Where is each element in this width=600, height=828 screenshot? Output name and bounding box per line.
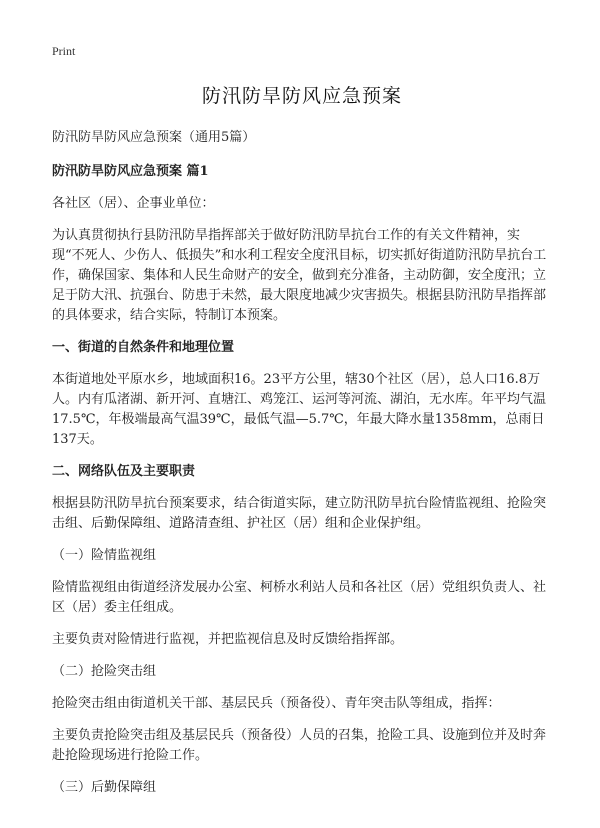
- intro-paragraph: 为认真贯彻执行县防汛防旱指挥部关于做好防汛防旱抗台工作的有关文件精神，实现“不死人、少伤人、低损失”和水利工程安全度汛目标，切实抓好街道防汛防旱抗台工作，确保国家、集体和人民生命财产的安全，做到充分准备，主动防御，安全度汛；立足于防大汛、抗强台、防患于未然，最大限度地减少灾害损失。根据县防汛防旱指挥部的具体要求，结合实际，特制订本预案。: [52, 228, 547, 323]
- salutation: 各社区（居）、企事业单位：: [52, 196, 215, 211]
- group-1-duty: 主要负责对险情进行监视，并把监视信息及时反馈给指挥部。: [52, 632, 404, 647]
- section-2-paragraph: 根据县防汛防旱抗台预案要求，结合街道实际，建立防汛防旱抗台险情监视组、抢险突击组、后勤保障组、道路清查组、护社区（居）组和企业保护组。: [52, 496, 547, 531]
- group-3-heading: （三）后勤保障组: [52, 780, 157, 795]
- print-link[interactable]: Print: [52, 44, 76, 58]
- document-title: 防汛防旱防风应急预案: [201, 85, 402, 107]
- group-1-heading: （一）险情监视组: [52, 548, 157, 563]
- section-2-heading: 二、网络队伍及主要职责: [52, 464, 196, 479]
- section-1-paragraph: 本街道地处平原水乡，地域面积16。23平方公里，辖30个社区（居），总人口16.8万人。内有瓜渚湖、新开河、直塘江、鸡笼江、运河等河流、湖泊，无水库。年平均气温17.5℃，年极端最高气温39℃，最低气温—5.7℃，年最大降水量1358mm，总雨日137天。: [52, 372, 547, 447]
- group-2-duty: 主要负责抢险突击组及基层民兵（预备役）人员的召集，抢险工具、设施到位并及时奔赴抢险现场进行抢险工作。: [52, 728, 547, 763]
- group-2-heading: （二）抢险突击组: [52, 664, 157, 679]
- section-1-heading: 一、街道的自然条件和地理位置: [52, 340, 235, 355]
- group-1-members: 险情监视组由街道经济发展办公室、柯桥水利站人员和各社区（居）党组织负责人、社区（居）委主任组成。: [52, 580, 547, 615]
- part-heading: 防汛防旱防风应急预案 篇1: [52, 164, 209, 179]
- document-subtitle: 防汛防旱防风应急预案（通用5篇）: [52, 130, 256, 145]
- group-2-members: 抢险突击组由街道机关干部、基层民兵（预备役）、青年突击队等组成，指挥：: [52, 696, 501, 711]
